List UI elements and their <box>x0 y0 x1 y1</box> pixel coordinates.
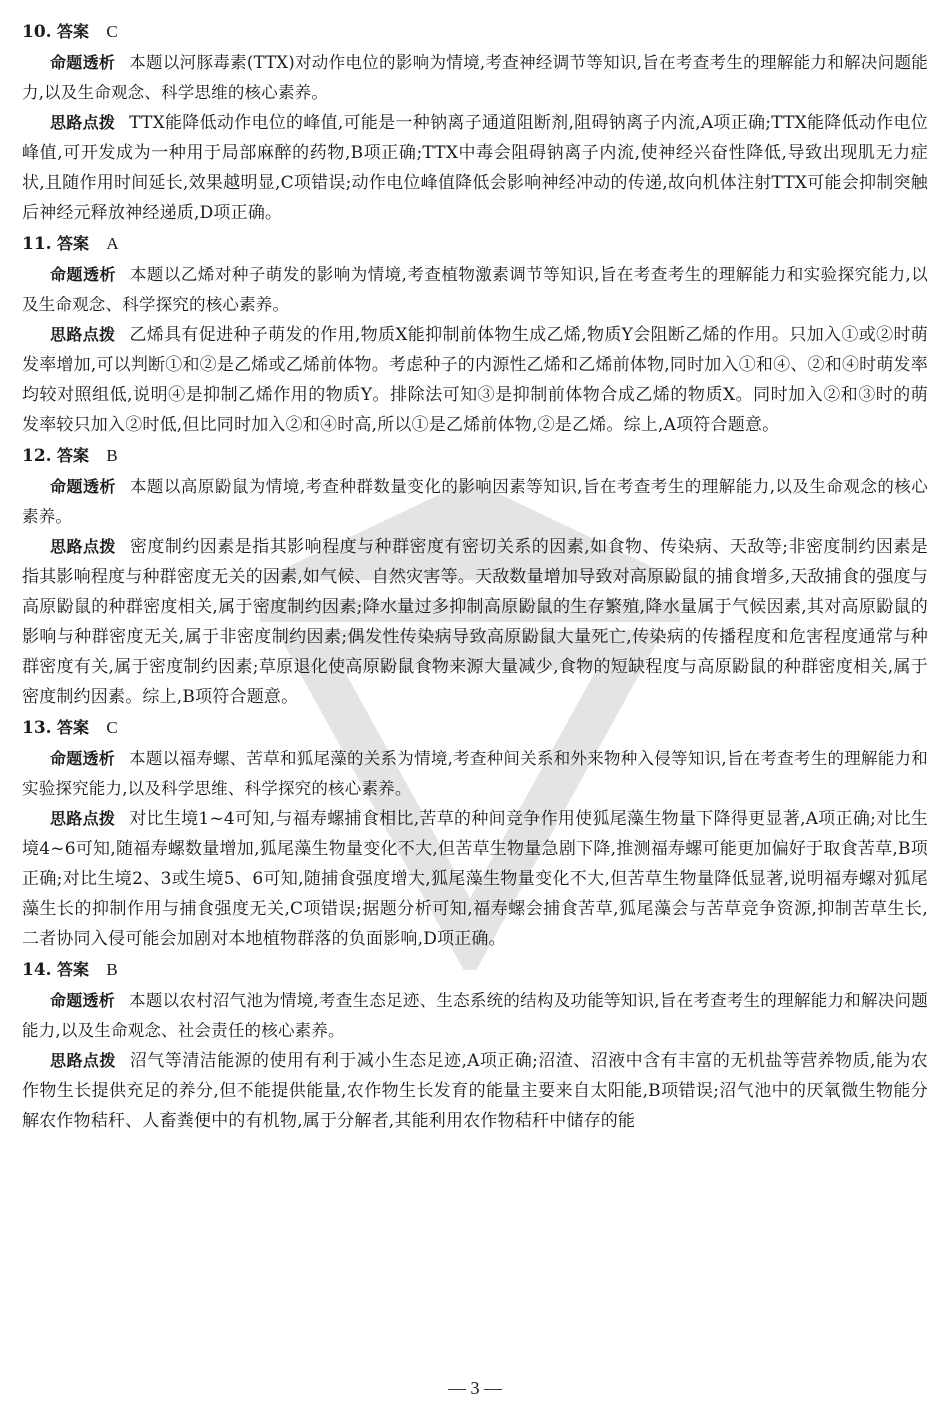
analysis-text: 本题以高原鼢鼠为情境,考查种群数量变化的影响因素等知识,旨在考查考生的理解能力,以及生命观念的核心素养。 <box>22 477 928 526</box>
question-header <box>22 714 928 744</box>
hint-label: 思路点拨 <box>50 113 116 132</box>
question-11 <box>22 230 928 440</box>
answer-label: 答案 <box>56 22 89 41</box>
answer-label: 答案 <box>56 446 89 465</box>
analysis-text: 本题以乙烯对种子萌发的影响为情境,考查植物激素调节等知识,旨在考查考生的理解能力和实验探究能力,以及生命观念、科学探究的核心素养。 <box>22 265 928 314</box>
hint-text: 沼气等清洁能源的使用有利于减小生态足迹,A项正确;沼渣、沼液中含有丰富的无机盐等营养物质,能为农作物生长提供充足的养分,但不能提供能量,农作物生长发育的能量主要来自太阳能,B项错误;沼气池中的厌氧微生物能分解农作物秸秆、人畜粪便中的有机物,属于分解者,其能利用农作物秸秆中储存的能 <box>22 1051 928 1131</box>
hint-label: 思路点拨 <box>50 537 116 556</box>
question-number: 10. <box>22 22 52 42</box>
hint-paragraph <box>22 108 928 228</box>
answer-value: B <box>106 960 118 979</box>
analysis-label: 命题透析 <box>50 991 116 1010</box>
answer-label: 答案 <box>56 234 89 253</box>
analysis-paragraph <box>22 472 928 532</box>
hint-paragraph <box>22 320 928 440</box>
hint-paragraph <box>22 532 928 712</box>
hint-text: 乙烯具有促进种子萌发的作用,物质X能抑制前体物生成乙烯,物质Y会阻断乙烯的作用。只加入①或②时萌发率增加,可以判断①和②是乙烯或乙烯前体物。考虑种子的内源性乙烯和乙烯前体物,同时加入①和④、②和④时萌发率均较对照组低,说明④是抑制乙烯作用的物质Y。排除法可知③是抑制前体物合成乙烯的物质X。同时加入②和③时的萌发率较只加入②时低,但比同时加入②和④时高,所以①是乙烯前体物,②是乙烯。综上,A项符合题意。 <box>22 325 928 435</box>
question-number: 13. <box>22 718 52 738</box>
question-header <box>22 956 928 986</box>
hint-text: 密度制约因素是指其影响程度与种群密度有密切关系的因素,如食物、传染病、天敌等;非密度制约因素是指其影响程度与种群密度无关的因素,如气候、自然灾害等。天敌数量增加导致对高原鼢鼠的捕食增多,天敌捕食的强度与高原鼢鼠的种群密度相关,属于密度制约因素;降水量过多抑制高原鼢鼠的生存繁殖,降水量属于气候因素,其对高原鼢鼠的影响与种群密度无关,属于非密度制约因素;偶发性传染病导致高原鼢鼠大量死亡,传染病的传播程度和危害程度通常与种群密度有关,属于密度制约因素;草原退化使高原鼢鼠食物来源大量减少,食物的短缺程度与高原鼢鼠的种群密度相关,属于密度制约因素。综上,B项符合题意。 <box>22 537 928 707</box>
question-header <box>22 230 928 260</box>
hint-text: TTX能降低动作电位的峰值,可能是一种钠离子通道阻断剂,阻碍钠离子内流,A项正确;TTX能降低动作电位峰值,可开发成为一种用于局部麻醉的药物,B项正确;TTX中毒会阻碍钠离子内流,使神经兴奋性降低,导致出现肌无力症状,且随作用时间延长,效果越明显,C项错误;动作电位峰值降低会影响神经冲动的传递,故向机体注射TTX可能会抑制突触后神经元释放神经递质,D项正确。 <box>22 113 928 223</box>
page-number: — 3 — <box>448 1378 502 1398</box>
analysis-paragraph <box>22 260 928 320</box>
answer-value: A <box>106 234 119 253</box>
hint-label: 思路点拨 <box>50 325 116 344</box>
analysis-label: 命题透析 <box>50 265 116 284</box>
answer-value: C <box>106 718 118 737</box>
question-number: 14. <box>22 960 52 980</box>
question-10 <box>22 18 928 228</box>
question-header <box>22 18 928 48</box>
analysis-text: 本题以农村沼气池为情境,考查生态足迹、生态系统的结构及功能等知识,旨在考查考生的理解能力和解决问题能力,以及生命观念、社会责任的核心素养。 <box>22 991 928 1040</box>
hint-text: 对比生境1~4可知,与福寿螺捕食相比,苦草的种间竞争作用使狐尾藻生物量下降得更显著,A项正确;对比生境4~6可知,随福寿螺数量增加,狐尾藻生物量变化不大,但苦草生物量急剧下降,推测福寿螺可能更加偏好于取食苦草,B项正确;对比生境2、3或生境5、6可知,随捕食强度增大,狐尾藻生物量变化不大,但苦草生物量降低显著,说明福寿螺对狐尾藻生长的抑制作用与捕食强度无关,C项错误;据题分析可知,福寿螺会捕食苦草,狐尾藻会与苦草竞争资源,抑制苦草生长,二者协同入侵可能会加剧对本地植物群落的负面影响,D项正确。 <box>22 809 928 949</box>
hint-label: 思路点拨 <box>50 1051 116 1070</box>
question-13 <box>22 714 928 954</box>
answer-page <box>22 18 928 1138</box>
hint-paragraph <box>22 804 928 954</box>
question-12 <box>22 442 928 712</box>
hint-paragraph <box>22 1046 928 1136</box>
answer-value: C <box>106 22 118 41</box>
analysis-paragraph <box>22 744 928 804</box>
answer-label: 答案 <box>56 960 89 979</box>
answer-value: B <box>106 446 118 465</box>
analysis-label: 命题透析 <box>50 749 116 768</box>
question-14 <box>22 956 928 1136</box>
analysis-text: 本题以福寿螺、苦草和狐尾藻的关系为情境,考查种间关系和外来物种入侵等知识,旨在考查考生的理解能力和实验探究能力,以及科学思维、科学探究的核心素养。 <box>22 749 928 798</box>
answer-label: 答案 <box>56 718 89 737</box>
analysis-paragraph <box>22 48 928 108</box>
analysis-text: 本题以河豚毒素(TTX)对动作电位的影响为情境,考查神经调节等知识,旨在考查考生的理解能力和解决问题能力,以及生命观念、科学思维的核心素养。 <box>22 53 928 102</box>
question-header <box>22 442 928 472</box>
question-number: 12. <box>22 446 52 466</box>
hint-label: 思路点拨 <box>50 809 116 828</box>
analysis-label: 命题透析 <box>50 53 116 72</box>
analysis-paragraph <box>22 986 928 1046</box>
analysis-label: 命题透析 <box>50 477 116 496</box>
question-number: 11. <box>22 234 52 254</box>
